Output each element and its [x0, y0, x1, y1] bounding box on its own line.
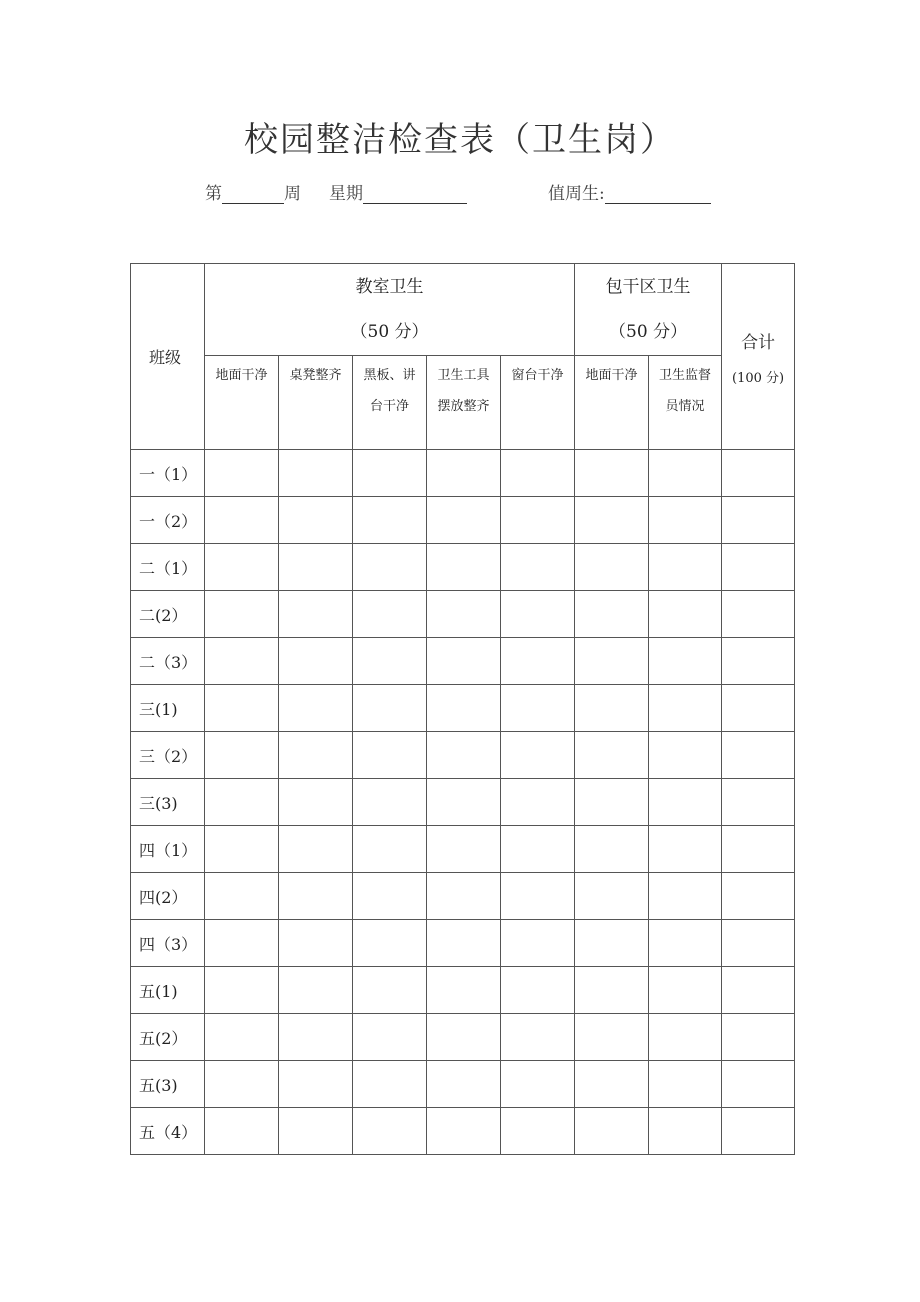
score-cell[interactable] [205, 1014, 279, 1061]
total-header-cell [722, 264, 795, 450]
class-name-cell: 一（2） [131, 497, 205, 544]
score-cell[interactable] [427, 685, 501, 732]
class-name-cell: 四（1） [131, 826, 205, 873]
total-score-cell[interactable] [722, 873, 795, 920]
total-score-cell[interactable] [722, 638, 795, 685]
score-cell[interactable] [575, 685, 649, 732]
score-cell[interactable] [575, 920, 649, 967]
class-name-cell: 二（1） [131, 544, 205, 591]
total-score-cell[interactable] [722, 591, 795, 638]
week-prefix-label: 第 [205, 184, 222, 204]
score-cell[interactable] [575, 1108, 649, 1155]
item-label: 台干净 [369, 399, 409, 414]
classroom-item-header [279, 356, 353, 450]
score-cell[interactable] [353, 1108, 427, 1155]
score-cell[interactable] [427, 544, 501, 591]
header-row-groups [131, 264, 795, 356]
score-cell[interactable] [427, 967, 501, 1014]
item-label: 窗台干净 [511, 368, 564, 383]
score-cell[interactable] [427, 873, 501, 920]
score-cell[interactable] [279, 638, 353, 685]
class-name-cell: 三(1) [131, 685, 205, 732]
score-cell[interactable] [649, 1061, 722, 1108]
score-cell[interactable] [649, 638, 722, 685]
score-cell[interactable] [575, 779, 649, 826]
item-label: 摆放整齐 [437, 399, 490, 414]
total-score-cell[interactable] [722, 685, 795, 732]
table-row [131, 1061, 795, 1108]
item-label: 卫生监督 [659, 368, 712, 383]
score-cell[interactable] [279, 779, 353, 826]
table-row [131, 1014, 795, 1061]
score-cell[interactable] [279, 1014, 353, 1061]
score-cell[interactable] [279, 967, 353, 1014]
score-cell[interactable] [205, 685, 279, 732]
score-cell[interactable] [353, 1014, 427, 1061]
score-cell[interactable] [501, 685, 575, 732]
score-cell[interactable] [279, 826, 353, 873]
table-row [131, 497, 795, 544]
class-name-cell: 四（3） [131, 920, 205, 967]
score-cell[interactable] [575, 1014, 649, 1061]
score-cell[interactable] [427, 1061, 501, 1108]
score-cell[interactable] [501, 920, 575, 967]
score-cell[interactable] [353, 1061, 427, 1108]
score-cell[interactable] [575, 497, 649, 544]
duty-student-line [548, 178, 711, 204]
score-cell[interactable] [353, 544, 427, 591]
total-score-cell[interactable] [722, 826, 795, 873]
table-row [131, 1108, 795, 1155]
score-cell[interactable] [205, 920, 279, 967]
week-suffix-label: 周 [284, 184, 301, 204]
score-cell[interactable] [205, 1108, 279, 1155]
class-name-cell: 四(2） [131, 873, 205, 920]
score-cell[interactable] [205, 779, 279, 826]
score-cell[interactable] [649, 1014, 722, 1061]
weekday-label: 星期 [329, 184, 363, 204]
score-cell[interactable] [353, 826, 427, 873]
total-score-cell[interactable] [722, 967, 795, 1014]
score-cell[interactable] [501, 967, 575, 1014]
score-cell[interactable] [353, 638, 427, 685]
score-cell[interactable] [575, 873, 649, 920]
score-cell[interactable] [353, 967, 427, 1014]
score-cell[interactable] [353, 779, 427, 826]
classroom-group-name: 教室卫生 [355, 276, 424, 297]
score-cell[interactable] [353, 497, 427, 544]
score-cell[interactable] [649, 732, 722, 779]
area-group-header [575, 264, 722, 356]
class-name-cell: 五(3) [131, 1061, 205, 1108]
total-header-points: (100 分) [732, 370, 785, 386]
score-cell[interactable] [501, 638, 575, 685]
duty-student-field[interactable] [605, 183, 711, 204]
class-name-cell: 五(1) [131, 967, 205, 1014]
score-cell[interactable] [501, 873, 575, 920]
score-cell[interactable] [427, 638, 501, 685]
score-cell[interactable] [649, 591, 722, 638]
score-cell[interactable] [649, 826, 722, 873]
score-cell[interactable] [501, 779, 575, 826]
score-cell[interactable] [279, 685, 353, 732]
total-score-cell[interactable] [722, 450, 795, 497]
score-cell[interactable] [575, 638, 649, 685]
score-cell[interactable] [575, 1061, 649, 1108]
score-cell[interactable] [649, 920, 722, 967]
score-cell[interactable] [649, 967, 722, 1014]
classroom-item-header [501, 356, 575, 450]
score-cell[interactable] [205, 873, 279, 920]
score-cell[interactable] [427, 920, 501, 967]
score-cell[interactable] [427, 779, 501, 826]
score-cell[interactable] [575, 450, 649, 497]
total-header-name: 合计 [741, 332, 776, 353]
score-cell[interactable] [205, 1061, 279, 1108]
weekday-field[interactable] [363, 183, 467, 204]
score-cell[interactable] [649, 779, 722, 826]
score-cell[interactable] [427, 826, 501, 873]
score-cell[interactable] [279, 1108, 353, 1155]
score-cell[interactable] [501, 497, 575, 544]
total-score-cell[interactable] [722, 1061, 795, 1108]
table-row [131, 920, 795, 967]
score-cell[interactable] [649, 873, 722, 920]
score-cell[interactable] [501, 544, 575, 591]
score-cell[interactable] [353, 450, 427, 497]
table-row [131, 450, 795, 497]
score-cell[interactable] [205, 826, 279, 873]
score-cell[interactable] [353, 873, 427, 920]
classroom-group-header [205, 264, 575, 356]
score-cell[interactable] [279, 497, 353, 544]
area-group-points: （50 分） [609, 321, 688, 342]
area-group-name: 包干区卫生 [605, 276, 691, 297]
score-cell[interactable] [427, 497, 501, 544]
table-row [131, 732, 795, 779]
score-cell[interactable] [427, 1108, 501, 1155]
score-cell[interactable] [575, 544, 649, 591]
table-row [131, 685, 795, 732]
total-score-cell[interactable] [722, 1108, 795, 1155]
table-row [131, 544, 795, 591]
week-number-field[interactable] [222, 183, 284, 204]
score-cell[interactable] [427, 1014, 501, 1061]
table-row [131, 873, 795, 920]
header-row-items [131, 356, 795, 450]
score-cell[interactable] [575, 826, 649, 873]
item-label: 黑板、讲 [363, 368, 416, 383]
week-day-line [205, 178, 467, 204]
total-score-cell[interactable] [722, 920, 795, 967]
score-cell[interactable] [205, 732, 279, 779]
class-name-cell: 三(3) [131, 779, 205, 826]
classroom-item-header [427, 356, 501, 450]
score-cell[interactable] [501, 591, 575, 638]
score-cell[interactable] [427, 450, 501, 497]
score-cell[interactable] [501, 826, 575, 873]
score-cell[interactable] [279, 544, 353, 591]
table-row [131, 967, 795, 1014]
score-cell[interactable] [649, 1108, 722, 1155]
score-cell[interactable] [649, 450, 722, 497]
score-cell[interactable] [279, 732, 353, 779]
total-score-cell[interactable] [722, 497, 795, 544]
classroom-item-header [353, 356, 427, 450]
score-cell[interactable] [353, 920, 427, 967]
score-cell[interactable] [353, 732, 427, 779]
item-label: 员情况 [665, 399, 705, 414]
score-cell[interactable] [575, 591, 649, 638]
class-name-cell: 一（1） [131, 450, 205, 497]
score-cell[interactable] [279, 450, 353, 497]
score-cell[interactable] [501, 1061, 575, 1108]
item-label: 地面干净 [585, 368, 638, 383]
total-score-cell[interactable] [722, 779, 795, 826]
class-header-cell [131, 264, 205, 450]
class-name-cell: 二(2） [131, 591, 205, 638]
table-row [131, 591, 795, 638]
score-cell[interactable] [205, 638, 279, 685]
score-cell[interactable] [649, 544, 722, 591]
classroom-group-points: （50 分） [350, 321, 429, 342]
table-row [131, 638, 795, 685]
score-cell[interactable] [205, 967, 279, 1014]
area-item-header [649, 356, 722, 450]
score-cell[interactable] [353, 591, 427, 638]
table-row [131, 779, 795, 826]
score-cell[interactable] [279, 920, 353, 967]
table-row [131, 826, 795, 873]
page-title: 校园整洁检查表（卫生岗） [244, 120, 676, 160]
class-name-cell: 五(2） [131, 1014, 205, 1061]
class-name-cell: 二（3） [131, 638, 205, 685]
score-cell[interactable] [279, 1061, 353, 1108]
total-score-cell[interactable] [722, 732, 795, 779]
class-name-cell: 五（4） [131, 1108, 205, 1155]
score-cell[interactable] [501, 1108, 575, 1155]
class-name-cell: 三（2） [131, 732, 205, 779]
score-cell[interactable] [501, 450, 575, 497]
score-cell[interactable] [205, 497, 279, 544]
total-score-cell[interactable] [722, 1014, 795, 1061]
score-cell[interactable] [575, 967, 649, 1014]
score-cell[interactable] [205, 591, 279, 638]
score-cell[interactable] [427, 591, 501, 638]
classroom-item-header [205, 356, 279, 450]
score-cell[interactable] [205, 450, 279, 497]
duty-student-label: 值周生: [548, 184, 605, 204]
score-cell[interactable] [279, 873, 353, 920]
item-label: 地面干净 [215, 368, 268, 383]
score-cell[interactable] [649, 685, 722, 732]
class-header-label: 班级 [149, 348, 182, 367]
score-cell[interactable] [501, 732, 575, 779]
score-cell[interactable] [501, 1014, 575, 1061]
score-cell[interactable] [649, 497, 722, 544]
total-score-cell[interactable] [722, 544, 795, 591]
item-label: 卫生工具 [437, 368, 490, 383]
item-label: 桌凳整齐 [289, 368, 342, 383]
score-cell[interactable] [575, 732, 649, 779]
area-item-header [575, 356, 649, 450]
score-cell[interactable] [427, 732, 501, 779]
score-cell[interactable] [353, 685, 427, 732]
score-cell[interactable] [205, 544, 279, 591]
inspection-table [130, 263, 795, 1155]
score-cell[interactable] [279, 591, 353, 638]
